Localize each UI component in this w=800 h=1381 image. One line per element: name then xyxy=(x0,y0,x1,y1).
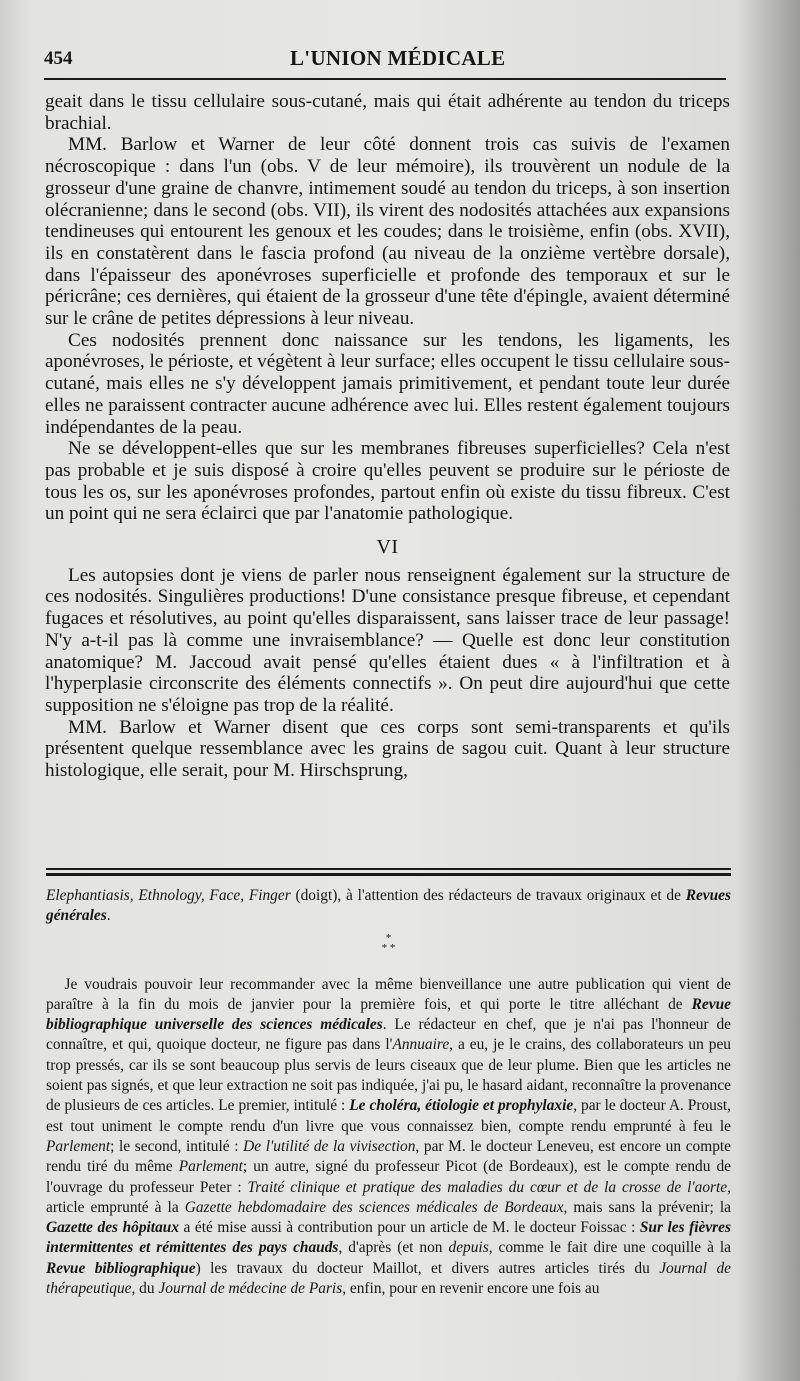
feuilleton-text: . Le rédacteur en chef, que je n'ai pas l'honneur de connaître, et qui, quoique docteur, ne figure pas dans l' xyxy=(46,1016,731,1054)
feuilleton-text: , du xyxy=(131,1280,159,1298)
feuilleton-text: ; le second, intitulé : xyxy=(110,1137,244,1155)
feuilleton-text: , a eu, je le crains, des collaborateurs un peu trop pressés, car ils se sont beaucoup plus servis de leurs ciseaux que de leur plume. Bien que les articles ne soient pas signés, et que leur extraction ne soit pas indiquée, j'ai pu, le hasard aidant, reconnaître la provenance de plusieurs de ces articles. Le premier, intitulé : xyxy=(46,1036,732,1115)
feuilleton-italic: Traité clinique et pratique des maladies du cœur et de la crosse de l'aorte xyxy=(247,1178,728,1196)
feuilleton-text: , enfin, pour en revenir encore une fois au xyxy=(342,1280,600,1298)
running-title: L'UNION MÉDICALE xyxy=(290,46,506,70)
feuilleton-italic: Revue bibliographique universelle des sciences médicales xyxy=(46,995,731,1034)
separator-rule-thick xyxy=(46,873,731,876)
paragraph-membranes: Ne se développent-elles que sur les membranes fibreuses superficielles? Cela n'est pas probable et je suis disposé à croire qu'elles peuvent se produire sur le périoste de tous les os, sur les aponévroses profondes, partout enfin où existe du tissu fibreux. C'est un point qui ne sera éclairci que par l'anatomie pathologique. xyxy=(45,438,730,525)
header-rule xyxy=(44,78,726,80)
feuilleton-italic: Journal de thérapeutique xyxy=(46,1259,731,1298)
paragraph-barlow-warner: MM. Barlow et Warner de leur côté donnent trois cas suivis de l'examen nécroscopique : dans l'un (obs. V de leur mémoire), ils trouvèrent un nodule de la grosseur d'une graine de chanvre, intimement soudé au tendon du triceps, à son insertion olécranienne; dans le second (obs. VII), ils virent des nodosités attachées aux expansions tendineuses qui entourent les genoux et les coudes; dans le troisième, enfin (obs. XVII), ils en constatèrent dans le fascia profond (au niveau de la onzième vertèbre dorsale), dans l'épaisseur des aponévroses superficielle et profonde des temporaux et sur le péricrâne; ces dernières, qui étaient de la grosseur d'une tête d'épingle, avaient déterminé sur le crâne de petites dépressions à leur niveau. xyxy=(45,134,730,330)
paragraph-autopsies: Les autopsies dont je viens de parler nous renseignent également sur la structure de ces nodosités. Singulières productions! D'une consistance presque fibreuse, et cependant fugaces et résolutives, au point qu'elles disparaissent, sans laisser trace de leur passage! N'y a-t-il pas là comme une invraisemblance? — Quelle est donc leur constitution anatomique? M. Jaccoud avait pensé qu'elles étaient dues « à l'infiltration et à l'hyperplasie circonscrite des éléments connectifs ». On peut dire aujourd'hui que cette supposition ne s'éloigne pas trop de la réalité. xyxy=(45,564,730,716)
feuilleton-text: , article emprunté à la xyxy=(46,1178,731,1216)
page-number: 454 xyxy=(44,48,73,69)
paragraph-nodosites: Ces nodosités prennent donc naissance sur les tendons, les ligaments, les aponévroses, le périoste, et végètent à leur surface; elles occupent le tissu cellulaire sous-cutané, mais elles ne s'y développent jamais primitivement, et pendant toute leur durée elles ne paraissent contracter aucune adhérence avec lui. Elles restent également toujours indépendantes de la peau. xyxy=(45,329,730,438)
feuilleton-italic: Le choléra, étiologie et prophylaxie xyxy=(349,1097,574,1115)
feuilleton-separator xyxy=(46,868,731,880)
feuilleton-text: . xyxy=(106,907,111,925)
feuilleton-italic: Sur les fièvres intermittentes et rémittentes des pays chauds xyxy=(46,1219,731,1257)
feuilleton-italic: Gazette hebdomadaire des sciences médicales de Bordeaux xyxy=(184,1198,564,1216)
feuilleton-text: , par M. le docteur Leneveu, est encore un compte rendu tiré du même xyxy=(46,1137,732,1176)
feuilleton-italic: Journal de médecine de Paris xyxy=(158,1280,343,1298)
feuilleton-paragraph xyxy=(46,975,731,1300)
feuilleton-italic: depuis xyxy=(448,1239,489,1257)
feuilleton-text: , par le docteur A. Proust, est tout uniment le compte rendu d'un livre que vous connaissez bien, compte rendu emprunté à feu le xyxy=(46,1097,731,1135)
feuilleton-italic: Gazette des hôpitaux xyxy=(46,1219,180,1237)
feuilleton-text: , d'après (et non xyxy=(338,1239,449,1257)
feuilleton-section xyxy=(46,886,731,1299)
feuilleton-terms: Elephantiasis, Ethnology, Face, Finger xyxy=(46,887,291,904)
feuilleton-italic: Parlement xyxy=(46,1137,111,1155)
feuilleton-text: ) les travaux du docteur Maillot, et divers autres articles tirés du xyxy=(195,1259,660,1277)
main-article-body xyxy=(45,91,730,782)
separator-rule-thin xyxy=(46,868,731,870)
feuilleton-italic: Revue bibliographique xyxy=(46,1259,196,1277)
feuilleton-text: a été mise aussi à contribution pour un article de M. le docteur Foissac : xyxy=(179,1219,640,1237)
feuilleton-italic: Annuaire xyxy=(392,1036,450,1054)
page-header xyxy=(44,40,724,78)
feuilleton-text: , mais sans la prévenir; la xyxy=(563,1198,731,1216)
feuilleton-text: , comme le fait dire une coquille à la xyxy=(488,1239,732,1257)
asterism-divider: * * * xyxy=(381,931,396,954)
feuilleton-intro xyxy=(46,886,731,927)
feuilleton-text: ; un autre, signé du professeur Picot (de Bordeaux), est le compte rendu de l'ouvrage du professeur Peter : xyxy=(46,1158,731,1196)
feuilleton-revues: Revues générales xyxy=(46,887,731,925)
section-heading: VI xyxy=(376,536,399,559)
feuilleton-text: (doigt), à l'attention des rédacteurs de travaux originaux et de xyxy=(290,887,686,904)
feuilleton-italic: Parlement xyxy=(178,1158,243,1176)
feuilleton-italic: De l'utilité de la vivisection xyxy=(243,1137,416,1155)
paragraph-structure: MM. Barlow et Warner disent que ces corps sont semi-transparents et qu'ils présentent quelque ressemblance avec les grains de sagou cuit. Quant à leur structure histologique, elle serait, pour M. Hirschsprung, xyxy=(45,716,730,782)
paragraph-continuation: geait dans le tissu cellulaire sous-cutané, mais qui était adhérente au tendon du triceps brachial. xyxy=(45,91,730,134)
feuilleton-text: Je voudrais pouvoir leur recommander avec la même bienveillance une autre publication qui vient de paraître à la fin du mois de janvier pour la première fois, et qui porte le titre alléchant de xyxy=(46,975,731,1013)
